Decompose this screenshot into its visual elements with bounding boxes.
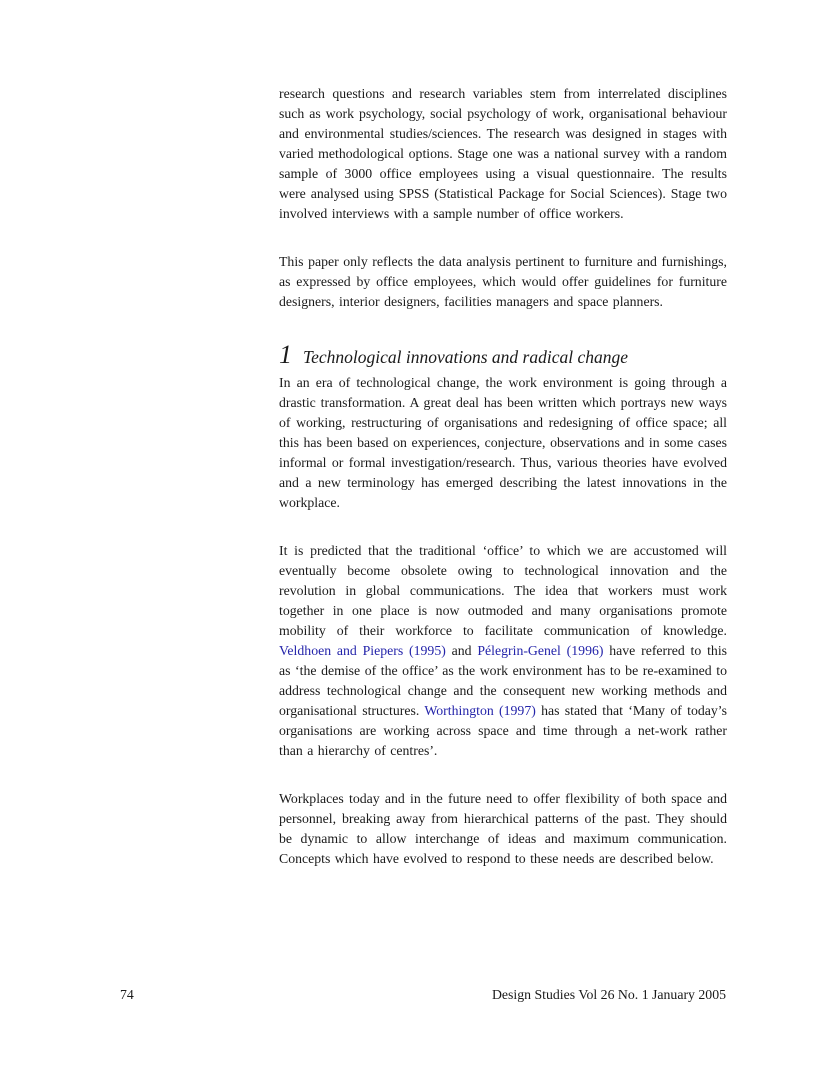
citation-link-worthington[interactable]: Worthington (1997) (424, 703, 536, 718)
section-title: Technological innovations and radical change (303, 347, 629, 367)
text-segment: has stated that ‘Many of today’s organisations are working across space and time through a net-work rather than a hierarchy of centres’. (279, 703, 727, 758)
section-heading (279, 340, 727, 370)
paragraph-technological-change: In an era of technological change, the work environment is going through a drastic transformation. A great deal has been written which portrays new ways of working, restructuring of organisations and redesigning of office space; all this has been based on experiences, conjecture, observations and in some cases informal or formal investigation/research. Thus, various theories have evolved and a new terminology has emerged describing the latest innovations in the workplace. (279, 375, 727, 510)
paragraph-scope: This paper only reflects the data analysis pertinent to furniture and furnishings, as expressed by office employees, which would offer guidelines for furniture designers, interior designers, facilities managers and space planners. (279, 254, 727, 309)
paragraph-workplaces-flexibility: Workplaces today and in the future need to offer flexibility of both space and personnel, breaking away from hierarchical patterns of the past. They should be dynamic to allow interchange of ideas and maximum communication. Concepts which have evolved to respond to these needs are described below. (279, 791, 727, 866)
text-segment: and (445, 643, 478, 658)
text-segment: have referred to this as ‘the demise of the office’ as the work environment has to be re-examined to address technological change and the consequent new working methods and organisational structures. (279, 643, 728, 718)
journal-footer: Design Studies Vol 26 No. 1 January 2005 (491, 987, 726, 1002)
text-column (279, 84, 727, 897)
citation-link-pelegrin-genel[interactable]: Pélegrin-Genel (1996) (477, 643, 604, 658)
paragraph-office-prediction (279, 541, 727, 761)
paragraph-methodology: research questions and research variables stem from interrelated disciplines such as work psychology, social psychology of work, organisational behaviour and environmental studies/sciences. The research was designed in stages with varied methodological options. Stage one was a national survey with a random sample of 3000 office employees using a visual questionnaire. The results were analysed using SPSS (Statistical Package for Social Sciences). Stage two involved interviews with a sample number of office workers. (279, 86, 727, 221)
text-segment: It is predicted that the traditional ‘office’ to which we are accustomed will eventually become obsolete owing to technological innovation and the revolution in global communications. The idea that workers must work together in one place is now outmoded and many organisations promote mobility of their workforce to facilitate communication of knowledge. (279, 543, 727, 638)
citation-link-veldhoen-piepers[interactable]: Veldhoen and Piepers (1995) (279, 643, 446, 658)
page-number: 74 (120, 987, 134, 1002)
section-number: 1 (279, 340, 292, 369)
